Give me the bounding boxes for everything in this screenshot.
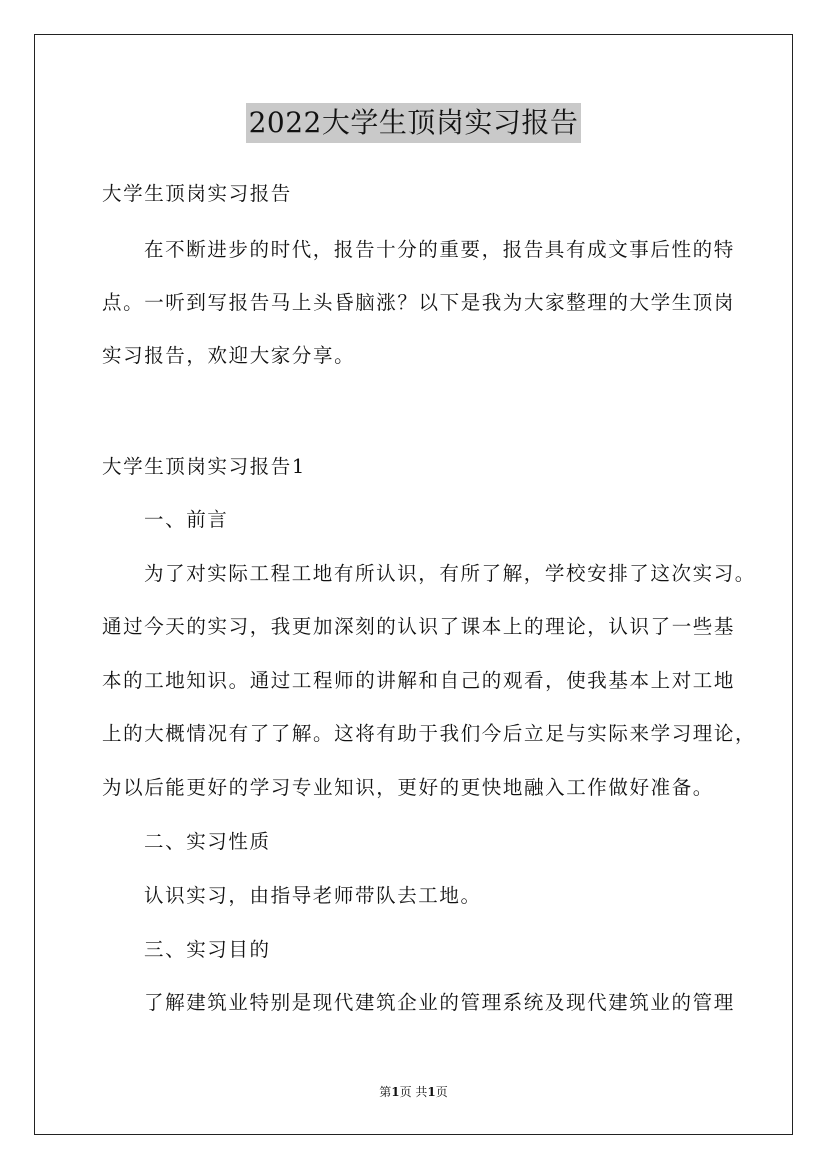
intro-line-1: 在不断进步的时代，报告十分的重要，报告具有成文事后性的特 [144, 238, 735, 261]
para-1-line-2: 通过今天的实习，我更加深刻的认识了课本上的理论，认识了一些基 [102, 615, 736, 638]
footer-page-total: 1 [427, 1085, 436, 1099]
footer-page-mid: 页 共 [399, 1085, 428, 1099]
page-footer [0, 1083, 827, 1101]
heading-nature: 二、实习性质 [144, 830, 271, 853]
intro-line-3: 实习报告，欢迎大家分享。 [102, 344, 356, 367]
para-1-line-3: 本的工地知识。通过工程师的讲解和自己的观看，使我基本上对工地 [102, 669, 736, 692]
document-title: 2022大学生顶岗实习报告 [246, 103, 582, 143]
title-container [0, 103, 827, 143]
para-1-line-4: 上的大概情况有了了解。这将有助于我们今后立足与实际来学习理论， [102, 722, 757, 745]
heading-preface: 一、前言 [144, 508, 229, 531]
footer-page-prefix: 第 [379, 1085, 392, 1099]
para-3-line-1: 了解建筑业特别是现代建筑企业的管理系统及现代建筑业的管理 [144, 991, 735, 1014]
para-1-line-1: 为了对实际工程工地有所认识，有所了解，学校安排了这次实习。 [144, 562, 756, 585]
para-2: 认识实习，由指导老师带队去工地。 [144, 884, 482, 907]
section-title: 大学生顶岗实习报告1 [102, 455, 306, 478]
footer-page-suffix: 页 [435, 1085, 448, 1099]
intro-line-2: 点。一听到写报告马上头昏脑涨？以下是我为大家整理的大学生顶岗 [102, 291, 736, 314]
document-subtitle: 大学生顶岗实习报告 [102, 182, 292, 205]
heading-purpose: 三、实习目的 [144, 938, 271, 961]
para-1-line-5: 为以后能更好的学习专业知识，更好的更快地融入工作做好准备。 [102, 776, 714, 799]
footer-page-current: 1 [391, 1085, 400, 1099]
